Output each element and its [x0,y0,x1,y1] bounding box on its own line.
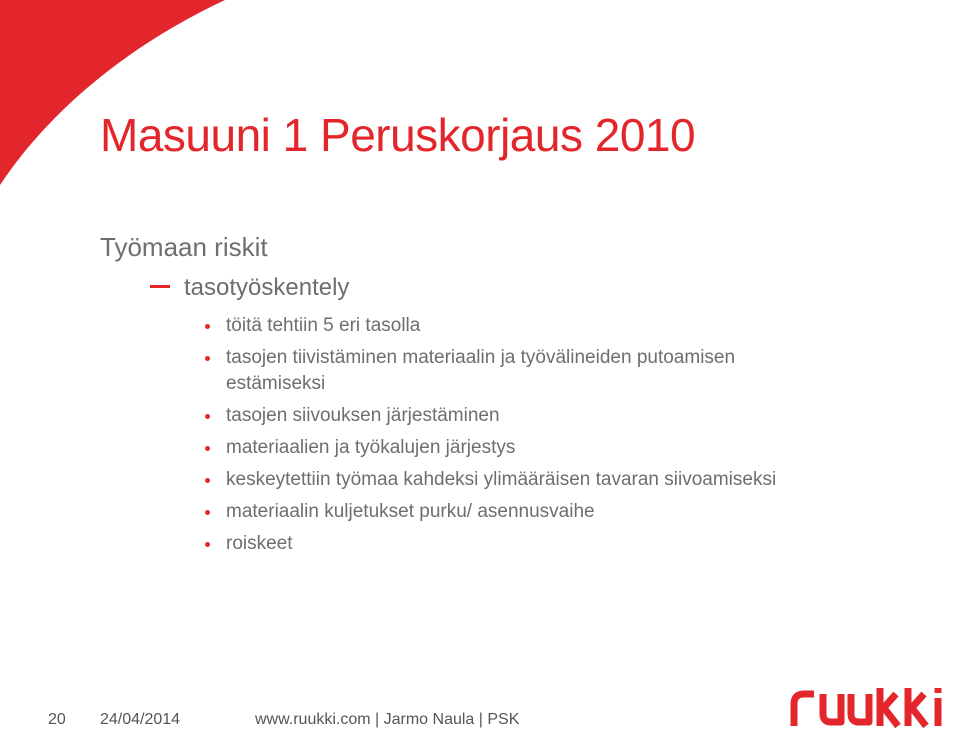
slide-title: Masuuni 1 Peruskorjaus 2010 [100,109,696,161]
bullet-dot-icon [205,510,210,515]
sub-heading [150,274,349,302]
bullet-dot-icon [205,414,210,419]
sub-heading-text: tasotyöskentely [184,274,350,301]
bullet-text: roiskeet [226,533,293,554]
bullet-dot-icon [205,324,210,329]
footer-credit: www.ruukki.com | Jarmo Naula | PSK [255,711,520,728]
list-item [203,531,923,557]
list-item [203,467,923,493]
footer-page-number: 20 [48,711,66,728]
list-item [203,345,836,397]
corner-swoosh-decoration [0,0,260,200]
bullet-text: materiaalien ja työkalujen järjestys [226,437,516,458]
bullet-list [203,313,923,563]
list-item [203,435,923,461]
bullet-text: keskeytettiin työmaa kahdeksi ylimääräisen tavaran siivoamiseksi [226,469,777,490]
bullet-text: töitä tehtiin 5 eri tasolla [226,315,421,336]
dash-marker [150,285,170,288]
section-heading: Työmaan riskit [100,232,268,262]
bullet-dot-icon [205,478,210,483]
ruukki-logo-icon [788,688,956,728]
list-item [203,313,923,339]
bullet-text: materiaalin kuljetukset purku/ asennusvaihe [226,501,595,522]
bullet-dot-icon [205,356,210,361]
footer-date: 24/04/2014 [100,711,181,728]
bullet-dot-icon [205,542,210,547]
list-item [203,403,923,429]
bullet-dot-icon [205,446,210,451]
bullet-text: tasojen tiivistäminen materiaalin ja työvälineiden putoamisen estämiseksi [226,347,736,394]
list-item [203,499,923,525]
bullet-text: tasojen siivouksen järjestäminen [226,405,500,426]
